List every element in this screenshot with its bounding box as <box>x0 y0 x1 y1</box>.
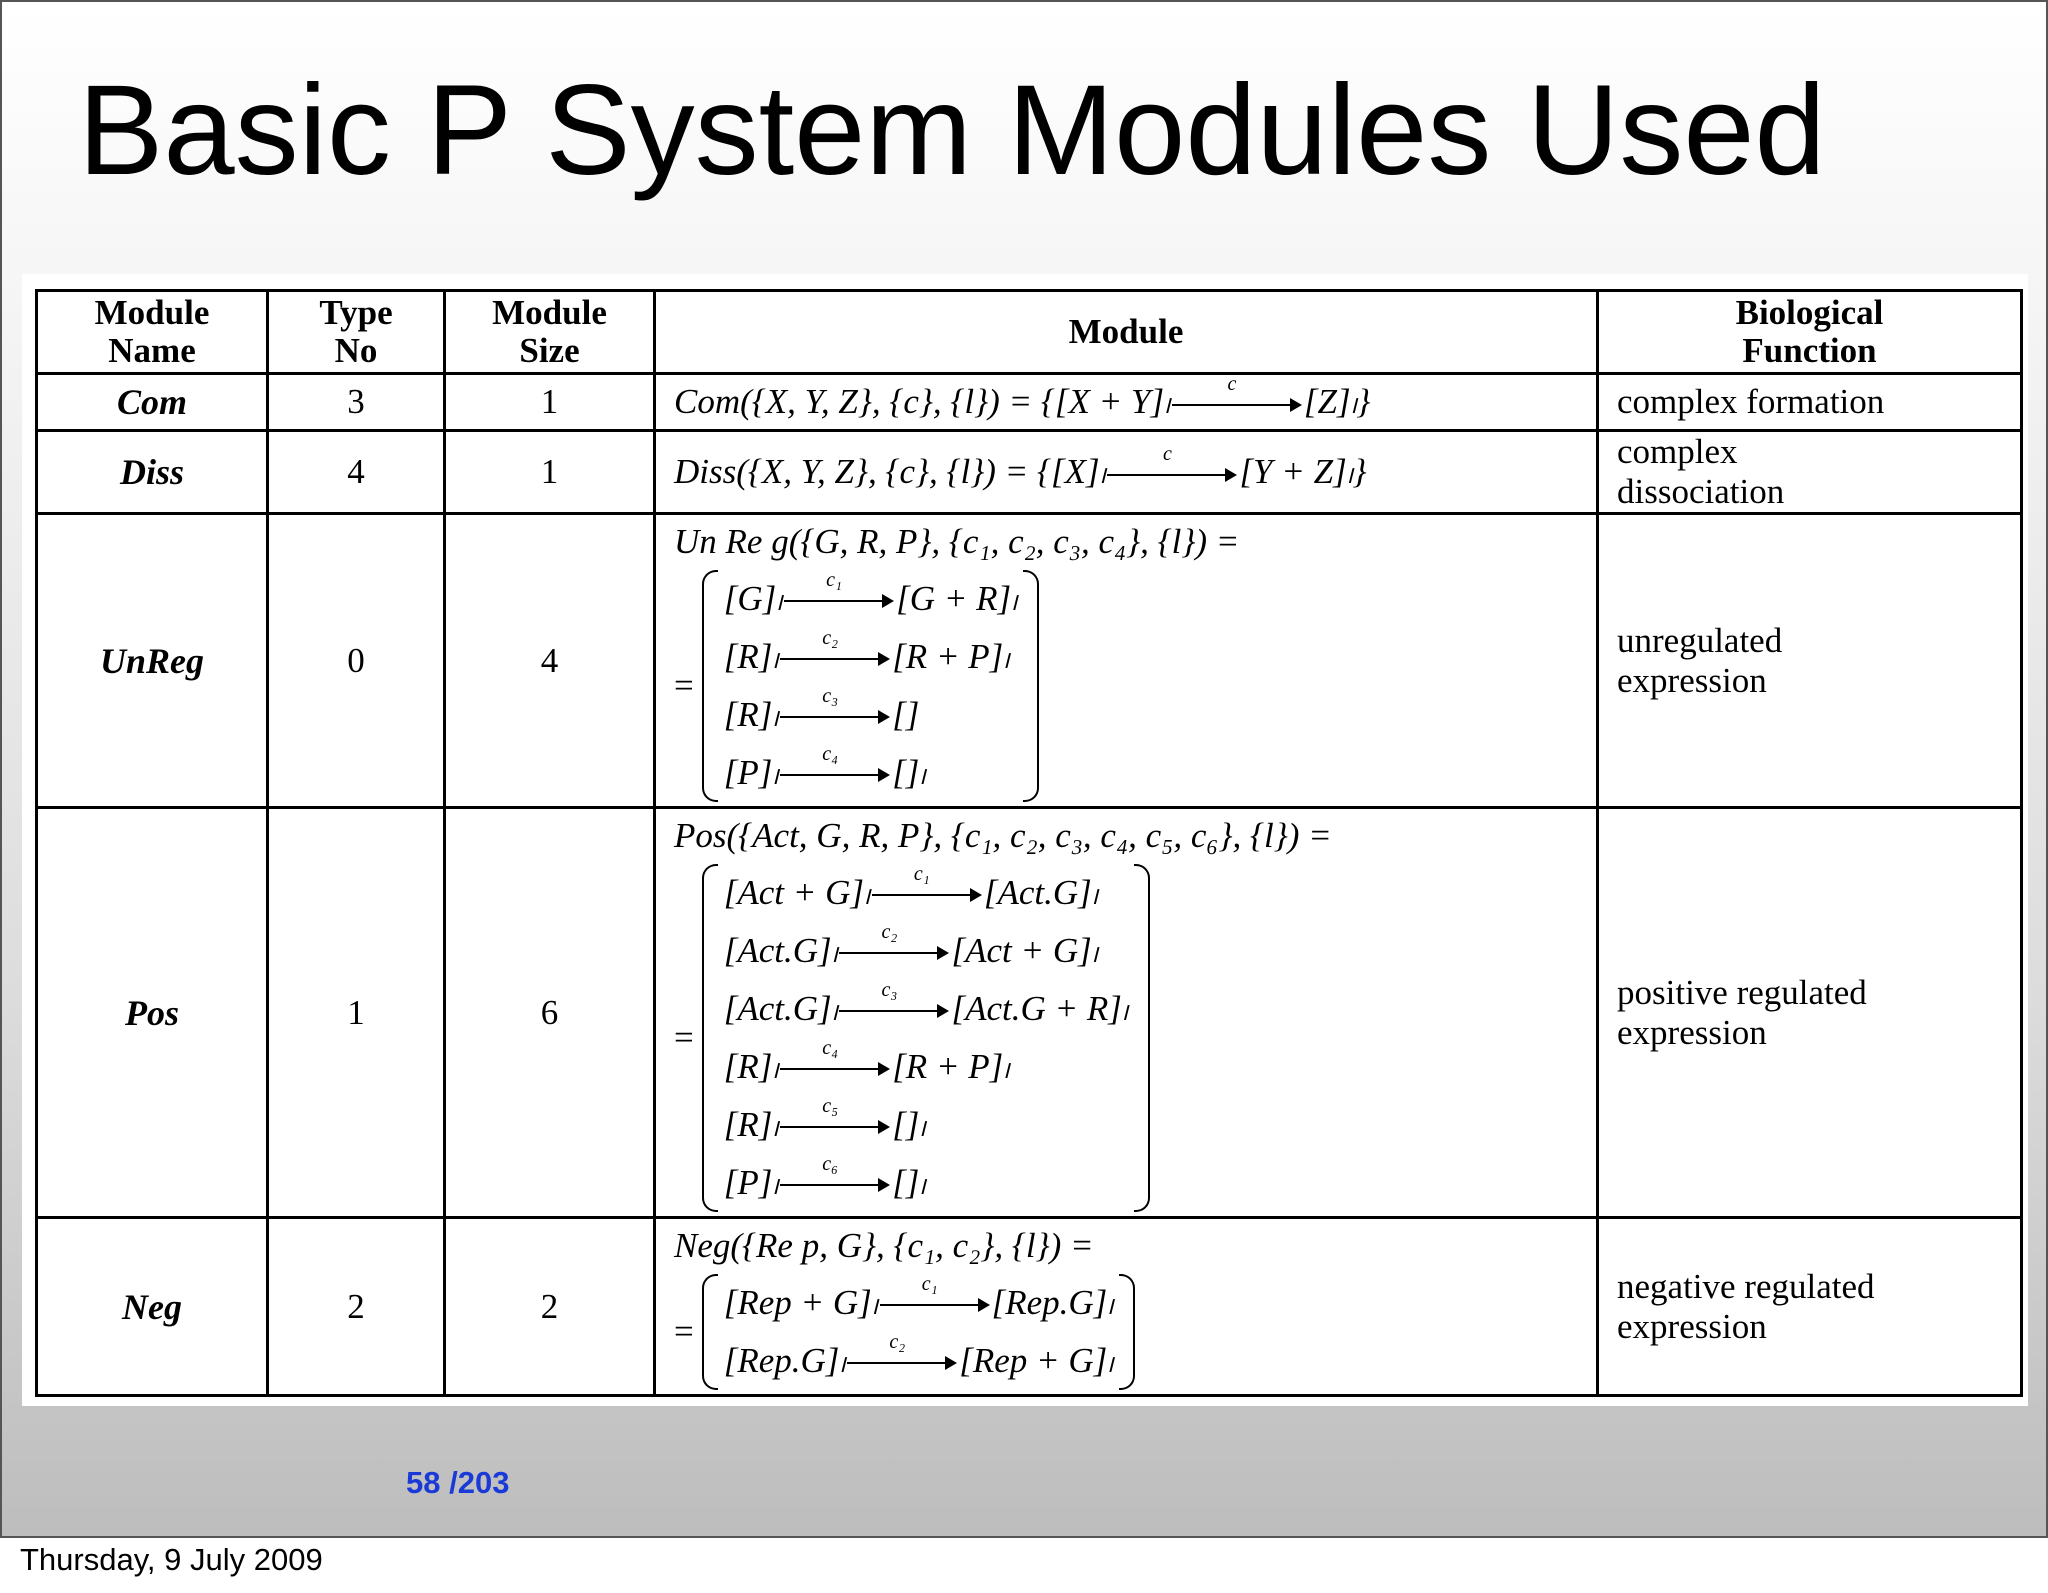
rate-constant-label: c₄ <box>822 1037 839 1060</box>
rule-rhs: [Rep.G]ₗ <box>991 1282 1114 1322</box>
type-no-cell: 3 <box>268 374 445 431</box>
rule-rhs: [Act + G]ₗ <box>951 930 1098 970</box>
module-signature-text: Pos({Act, G, R, P}, {c₁, c₂, c₃, c₄, c₅, c₆}, {l}) = <box>674 815 1332 855</box>
module-size-cell: 2 <box>445 1218 655 1396</box>
rule-lhs: [P]ₗ <box>723 752 779 792</box>
rule-lhs: [Act.G]ₗ <box>723 988 838 1028</box>
rate-constant-label: c₂ <box>822 627 839 650</box>
type-no-cell: 0 <box>268 514 445 808</box>
header-module-size: Module Size <box>445 291 655 374</box>
rule-set: = [G]ₗ c₁ [G + R]ₗ [R]ₗ c₂ [R + P]ₗ [R]ₗ c₃ [] [P]ₗ c₄ []ₗ <box>674 570 1578 802</box>
left-brace-icon <box>702 864 718 1212</box>
rule-lhs: [R]ₗ <box>723 1046 779 1086</box>
reaction-arrow-icon <box>780 1037 890 1079</box>
rule-rhs: []ₗ <box>892 1162 926 1202</box>
rule-set: = [Rep + G]ₗ c₁ [Rep.G]ₗ [Rep.G]ₗ c₂ [Rep + G]ₗ <box>674 1274 1578 1390</box>
date-label: Thursday, 9 July 2009 <box>20 1542 323 1577</box>
reaction-rule <box>724 1332 1113 1390</box>
module-name-cell: Neg <box>37 1218 268 1396</box>
module-size-cell: 6 <box>445 808 655 1218</box>
rule-rhs: [R + P]ₗ <box>892 1046 1010 1086</box>
table-image <box>22 274 2028 1406</box>
table-row <box>37 1218 2022 1396</box>
module-signature <box>674 814 1578 858</box>
rate-constant-label: c₁ <box>826 569 842 592</box>
rule-rhs: [R + P]ₗ <box>892 636 1010 676</box>
reaction-arrow-icon <box>880 1273 990 1315</box>
rate-constant-label: c₂ <box>889 1331 906 1354</box>
reaction-rule <box>724 686 1017 744</box>
rule-lhs: [Act.G]ₗ <box>723 930 838 970</box>
type-no-cell: 1 <box>268 808 445 1218</box>
rule-lhs: [Act + G]ₗ <box>723 872 870 912</box>
module-definition-cell <box>655 431 1598 514</box>
page-total: /203 <box>449 1465 510 1500</box>
module-definition-cell <box>655 374 1598 431</box>
page-number <box>406 1465 509 1501</box>
rule-rhs: [G + R]ₗ <box>896 578 1017 618</box>
table-row <box>37 808 2022 1218</box>
reaction-arrow-icon <box>839 979 949 1021</box>
reaction-arrow-icon <box>780 685 890 727</box>
reaction-arrow-icon <box>780 627 890 669</box>
reaction-arrow-icon <box>780 1095 890 1137</box>
module-name-cell: Diss <box>37 431 268 514</box>
reaction-rule <box>724 628 1017 686</box>
reaction-rule <box>724 1274 1113 1332</box>
reaction-rule <box>724 922 1128 980</box>
header-module-name: Module Name <box>37 291 268 374</box>
module-name-cell: UnReg <box>37 514 268 808</box>
slide-title: Basic P System Modules Used <box>78 59 1826 202</box>
rule-lhs: [R]ₗ <box>723 636 779 676</box>
right-brace-icon <box>1023 570 1039 802</box>
right-brace-icon <box>1119 1274 1135 1390</box>
biological-function-cell: negative regulated expression <box>1598 1218 2022 1396</box>
rate-constant-label: c₃ <box>822 685 839 708</box>
rule-lhs: [P]ₗ <box>723 1162 779 1202</box>
rate-constant-label: c₁ <box>913 863 930 886</box>
left-brace-icon <box>702 570 718 802</box>
biological-function-cell: positive regulated expression <box>1598 808 2022 1218</box>
module-signature <box>674 442 1578 494</box>
module-name-cell: Pos <box>37 808 268 1218</box>
reaction-rule <box>724 1096 1128 1154</box>
module-signature-text: Diss({X, Y, Z}, {c}, {l}) = {[X]ₗ <box>674 452 1106 491</box>
right-brace-icon <box>1134 864 1150 1212</box>
table-row <box>37 431 2022 514</box>
reaction-rule <box>724 980 1128 1038</box>
reaction-arrow-icon <box>784 569 894 611</box>
header-row <box>37 291 2022 374</box>
rule-rhs: [Act.G + R]ₗ <box>951 988 1128 1028</box>
type-no-cell: 2 <box>268 1218 445 1396</box>
module-size-cell: 4 <box>445 514 655 808</box>
module-signature-tail: [Z]ₗ} <box>1303 382 1371 421</box>
biological-function-cell: complex formation <box>1598 374 2022 431</box>
left-brace-icon <box>702 1274 718 1390</box>
reaction-arrow-icon <box>780 1153 890 1195</box>
module-definition-cell <box>655 1218 1598 1396</box>
table-body <box>37 374 2022 1396</box>
reaction-arrow-icon <box>780 743 890 785</box>
module-signature <box>674 520 1578 564</box>
header-module: Module <box>655 291 1598 374</box>
rule-set: = [Act + G]ₗ c₁ [Act.G]ₗ [Act.G]ₗ c₂ [Act + G]ₗ [Act.G]ₗ c₃ [Act.G + R]ₗ [R]ₗ c₄ [R + P]ₗ [R]ₗ c₅ []ₗ [P]ₗ c₆ []ₗ <box>674 864 1578 1212</box>
rule-lhs: [Rep + G]ₗ <box>723 1282 878 1322</box>
rule-rhs: [] <box>892 694 920 734</box>
type-no-cell: 4 <box>268 431 445 514</box>
rate-constant-label: c <box>1227 372 1237 395</box>
module-signature-text: Com({X, Y, Z}, {c}, {l}) = {[X + Y]ₗ <box>674 382 1170 421</box>
rule-rhs: []ₗ <box>892 1104 926 1144</box>
rate-constant-label: c₆ <box>822 1153 839 1176</box>
reaction-rule <box>724 864 1128 922</box>
rule-lhs: [R]ₗ <box>723 694 779 734</box>
rule-lhs: [G]ₗ <box>723 578 783 618</box>
module-signature <box>674 1224 1578 1268</box>
module-definition-cell <box>655 808 1598 1218</box>
module-size-cell: 1 <box>445 431 655 514</box>
table-row <box>37 374 2022 431</box>
reaction-arrow-icon <box>1107 442 1237 485</box>
rate-constant-label: c₅ <box>822 1095 839 1118</box>
reaction-rule <box>724 1154 1128 1212</box>
rule-rhs: [Rep + G]ₗ <box>959 1340 1114 1380</box>
module-signature-text: Neg({Re p, G}, {c₁, c₂}, {l}) = <box>674 1225 1094 1265</box>
rate-constant-label: c₄ <box>822 743 839 766</box>
reaction-arrow-icon <box>872 863 982 905</box>
biological-function-cell: unregulated expression <box>1598 514 2022 808</box>
rule-rhs: []ₗ <box>892 752 926 792</box>
biological-function-cell: complex dissociation <box>1598 431 2022 514</box>
reaction-rule <box>724 570 1017 628</box>
reaction-rule <box>724 744 1017 802</box>
header-type-no: Type No <box>268 291 445 374</box>
rate-constant-label: c₂ <box>881 921 898 944</box>
page-current: 58 <box>406 1465 441 1500</box>
module-definition-cell <box>655 514 1598 808</box>
header-biological-function: Biological Function <box>1598 291 2022 374</box>
table-row <box>37 514 2022 808</box>
reaction-arrow-icon <box>847 1331 957 1373</box>
reaction-arrow-icon <box>839 921 949 963</box>
module-size-cell: 1 <box>445 374 655 431</box>
rule-lhs: [Rep.G]ₗ <box>723 1340 846 1380</box>
rate-constant-label: c₃ <box>881 979 898 1002</box>
modules-table <box>35 289 2023 1397</box>
rate-constant-label: c₁ <box>921 1273 938 1296</box>
rule-lhs: [R]ₗ <box>723 1104 779 1144</box>
reaction-rule <box>724 1038 1128 1096</box>
module-signature <box>674 372 1578 424</box>
reaction-arrow-icon <box>1172 372 1302 415</box>
rule-rhs: [Act.G]ₗ <box>983 872 1098 912</box>
rate-constant-label: c <box>1162 442 1172 465</box>
module-signature-tail: [Y + Z]ₗ} <box>1239 452 1367 491</box>
module-signature-text: Un Re g({G, R, P}, {c₁, c₂, c₃, c₄}, {l}) = <box>674 521 1240 561</box>
module-name-cell: Com <box>37 374 268 431</box>
